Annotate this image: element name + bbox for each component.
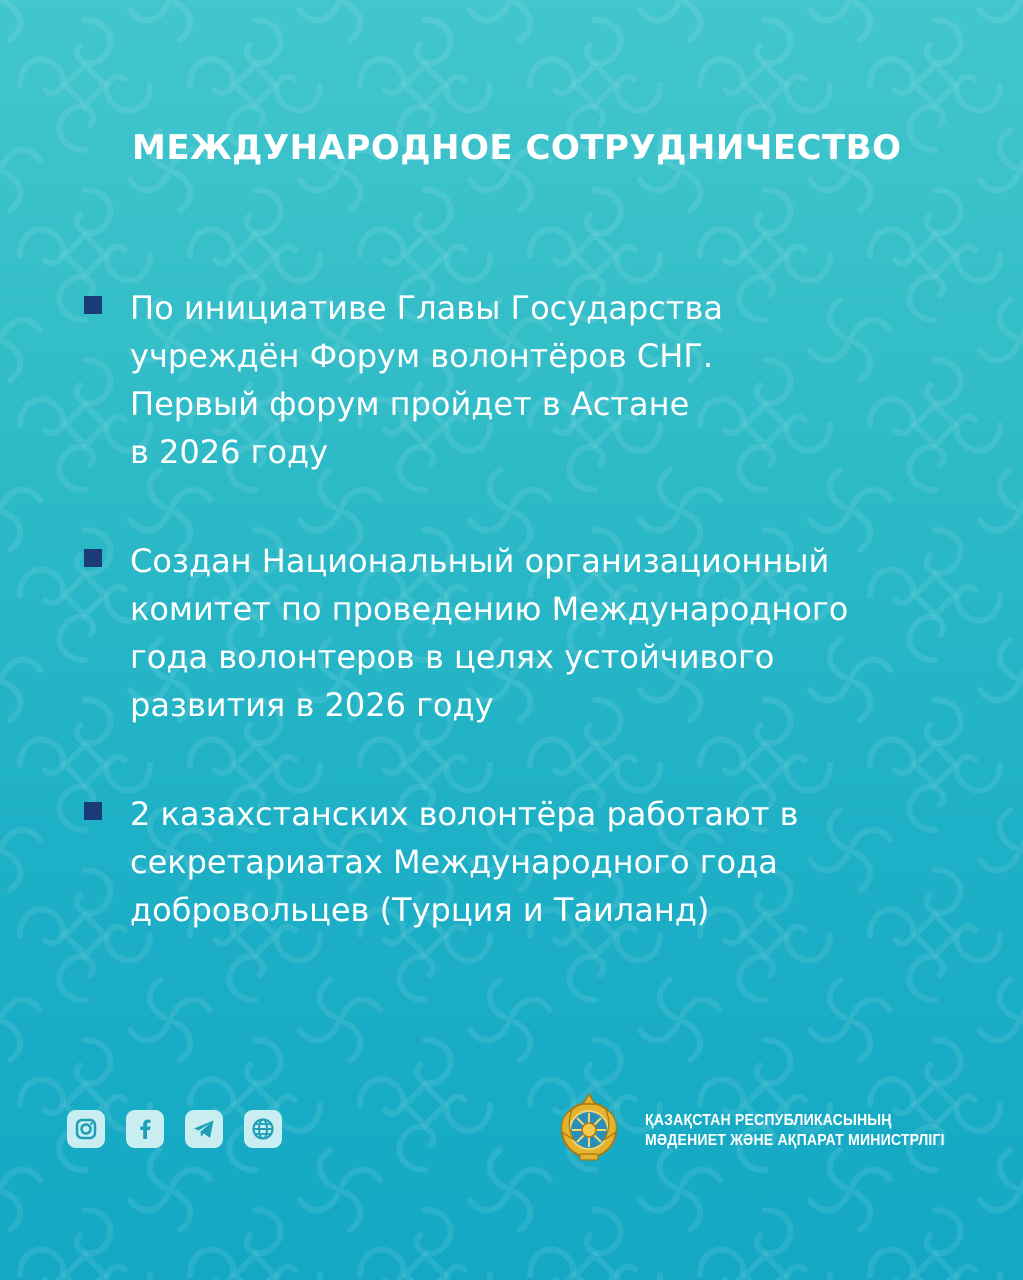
page-title: МЕЖДУНАРОДНОЕ СОТРУДНИЧЕСТВО (132, 128, 902, 168)
bullet-square (84, 549, 102, 567)
ministry-name-line1: ҚАЗАҚСТАН РЕСПУБЛИКАСЫНЫҢ (645, 1112, 892, 1129)
facebook-icon[interactable] (126, 1110, 164, 1148)
ministry-name (645, 1111, 945, 1151)
telegram-icon[interactable] (185, 1110, 223, 1148)
bullet-square (84, 802, 102, 820)
list-item-text: Создан Национальный организационный комитет по проведению Международного года волонтеров в целях устойчивого развития в 2026 году (130, 542, 849, 724)
ministry-name-line2: МӘДЕНИЕТ ЖӘНЕ АҚПАРАТ МИНИСТРЛІГІ (645, 1132, 945, 1149)
globe-icon[interactable] (244, 1110, 282, 1148)
bullet-square (84, 296, 102, 314)
list-item-text: 2 казахстанских волонтёра работают в секретариатах Международного года добровольцев (Турция и Таиланд) (130, 795, 799, 929)
state-emblem-icon (558, 1092, 620, 1164)
instagram-icon[interactable] (67, 1110, 105, 1148)
list-item-text: По инициативе Главы Государства учреждён Форум волонтёров СНГ. Первый форум пройдет в Астане в 2026 году (130, 289, 723, 471)
